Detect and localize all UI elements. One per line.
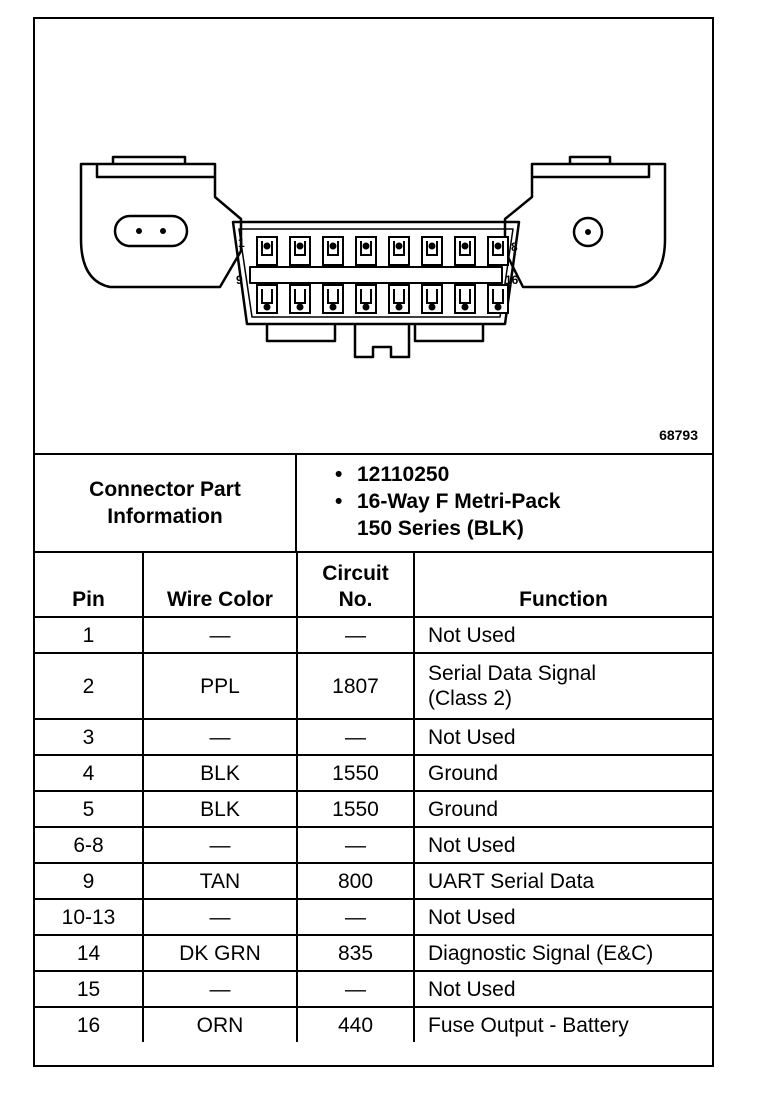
table-row [35, 617, 712, 653]
circuit-cell: 1550 [297, 791, 414, 827]
pin-cell: 4 [35, 755, 143, 791]
function-cell: Not Used [414, 719, 712, 755]
pin-cavity [323, 237, 343, 265]
mounting-slot-left [115, 216, 187, 246]
pin-cavity [290, 285, 310, 313]
table-row [35, 719, 712, 755]
header-circuit [297, 553, 414, 617]
pin-cavity [422, 285, 442, 313]
connector-info [35, 453, 712, 553]
pin-cavity [356, 237, 376, 265]
header-pin: Pin [35, 553, 143, 617]
bullet-text: 16-Way F Metri-Pack 150 Series (BLK) [357, 490, 561, 540]
table-header-row [35, 553, 712, 617]
pin-cell: 5 [35, 791, 143, 827]
table-row [35, 827, 712, 863]
table-row [35, 653, 712, 719]
wire-color-cell: — [143, 827, 297, 863]
bullet-text: 12110250 [357, 463, 450, 486]
pin-cavity [257, 285, 277, 313]
wire-color-cell: BLK [143, 791, 297, 827]
circuit-cell: 800 [297, 863, 414, 899]
connector-key-tab [355, 324, 409, 357]
circuit-cell: — [297, 899, 414, 935]
pin-cavity [323, 285, 343, 313]
pin-label-top-right: 8 [511, 240, 518, 254]
circuit-cell: 1807 [297, 653, 414, 719]
bullet-item: • 12110250 [335, 463, 450, 486]
wire-color-cell: — [143, 617, 297, 653]
header-wire-color: Wire Color [143, 553, 297, 617]
wire-color-cell: BLK [143, 755, 297, 791]
wire-color-cell: — [143, 899, 297, 935]
connector-right-wing [505, 164, 665, 287]
function-cell: Not Used [414, 899, 712, 935]
pin-cell: 6-8 [35, 827, 143, 863]
pin-cavity [455, 237, 475, 265]
pin-cavity [455, 285, 475, 313]
pin-cavity [290, 237, 310, 265]
circuit-cell: — [297, 617, 414, 653]
pin-cell: 16 [35, 1007, 143, 1042]
pin-label-bottom-right: 16 [505, 273, 519, 287]
connector-info-label: Connector Part Information [35, 455, 297, 551]
pin-cavity [356, 285, 376, 313]
connector-diagram [35, 19, 712, 453]
function-cell: Serial Data Signal (Class 2) [414, 653, 712, 719]
table-row [35, 1007, 712, 1042]
function-cell: Fuse Output - Battery [414, 1007, 712, 1042]
pin-cell: 15 [35, 971, 143, 1007]
header-circuit-label: Circuit No. [322, 562, 389, 611]
table-row [35, 899, 712, 935]
pin-cavity [488, 285, 508, 313]
pin-cell: 9 [35, 863, 143, 899]
pin-cavity [488, 237, 508, 265]
pin-cell: 10-13 [35, 899, 143, 935]
wire-color-cell: — [143, 971, 297, 1007]
document-frame [33, 17, 714, 1067]
function-cell: Not Used [414, 617, 712, 653]
table-row [35, 863, 712, 899]
circuit-cell: 835 [297, 935, 414, 971]
wire-color-cell: PPL [143, 653, 297, 719]
pin-cavity [422, 237, 442, 265]
circuit-cell: — [297, 971, 414, 1007]
pin-cell: 14 [35, 935, 143, 971]
circuit-cell: — [297, 719, 414, 755]
table-row [35, 791, 712, 827]
pin-label-bottom-left: 9 [236, 273, 243, 287]
wire-color-cell: TAN [143, 863, 297, 899]
connector-left-wing [81, 164, 241, 287]
pin-cell: 2 [35, 653, 143, 719]
figure-number: 68793 [659, 427, 698, 443]
function-cell: Ground [414, 791, 712, 827]
circuit-cell: 1550 [297, 755, 414, 791]
function-cell: UART Serial Data [414, 863, 712, 899]
function-cell: Not Used [414, 827, 712, 863]
pin-cell: 1 [35, 617, 143, 653]
circuit-cell: — [297, 827, 414, 863]
function-cell: Ground [414, 755, 712, 791]
table-row [35, 755, 712, 791]
wire-color-cell: ORN [143, 1007, 297, 1042]
pin-label-top-left: 1 [238, 236, 245, 250]
circuit-cell: 440 [297, 1007, 414, 1042]
pinout-table [35, 553, 712, 1042]
table-row [35, 971, 712, 1007]
pin-cavity [389, 237, 409, 265]
connector-info-bullets [335, 461, 560, 542]
function-cell: Not Used [414, 971, 712, 1007]
table-row [35, 935, 712, 971]
bullet-item: • 16-Way F Metri-Pack 150 Series (BLK) [335, 490, 561, 540]
header-function: Function [414, 553, 712, 617]
pin-cavity [257, 237, 277, 265]
wire-color-cell: DK GRN [143, 935, 297, 971]
pin-cavity [389, 285, 409, 313]
wire-color-cell: — [143, 719, 297, 755]
function-cell: Diagnostic Signal (E&C) [414, 935, 712, 971]
pin-cell: 3 [35, 719, 143, 755]
